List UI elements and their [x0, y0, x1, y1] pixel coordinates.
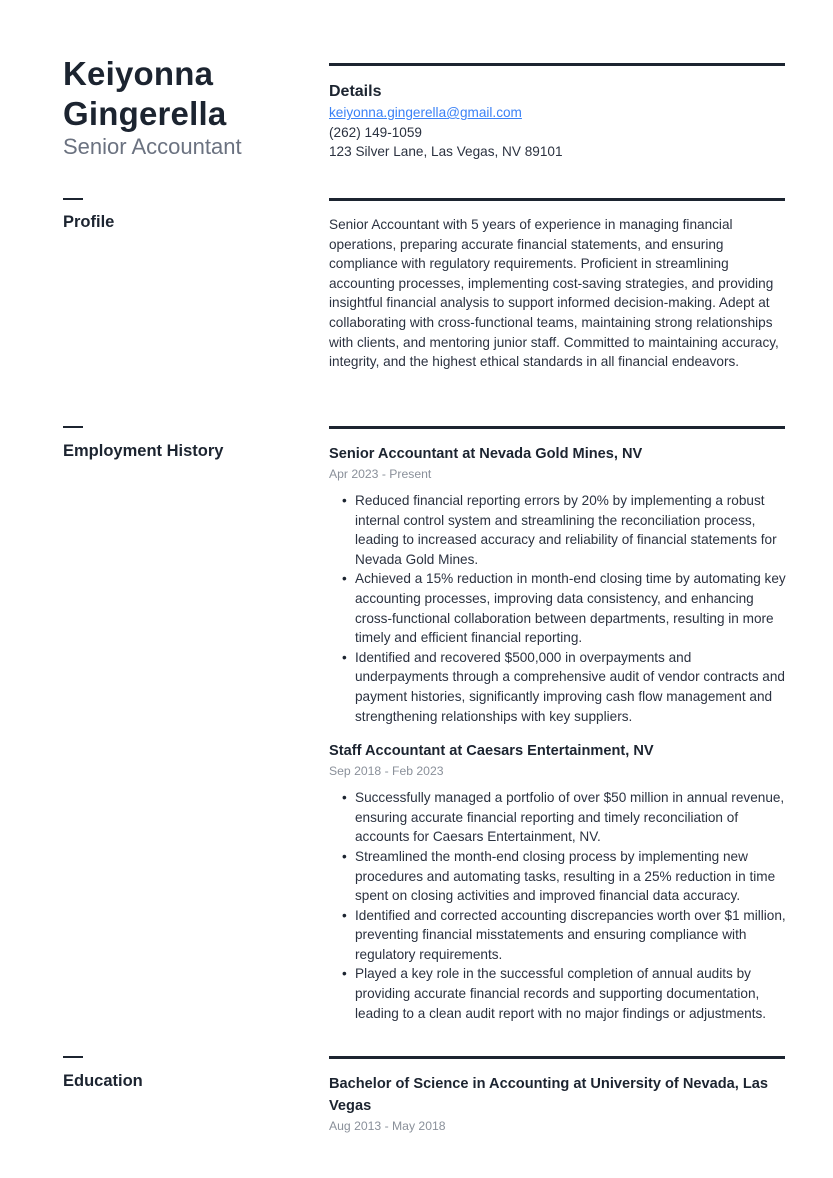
job-dates: Sep 2018 - Feb 2023: [329, 764, 444, 779]
job-entry: [329, 740, 787, 1023]
job-bullets: [329, 788, 787, 1023]
job-title: Senior Accountant at Nevada Gold Mines, NV: [329, 446, 643, 462]
details-heading: Details: [329, 83, 382, 100]
education-list: [329, 1073, 787, 1143]
employment-dash: [63, 426, 83, 428]
education-dash: [63, 1056, 83, 1058]
phone-number: (262) 149-1059: [329, 124, 422, 140]
job-bullet: • Identified and corrected accounting discrepancies worth over $1 million, preventing financial misstatements and ensuring compliance with regulatory requirements.: [355, 906, 787, 965]
education-dates: Aug 2013 - May 2018: [329, 1119, 446, 1133]
profile-heading: Profile: [63, 213, 115, 231]
job-title: Staff Accountant at Caesars Entertainment, NV: [329, 743, 654, 760]
employment-list: [329, 443, 787, 1037]
email-link[interactable]: keiyonna.gingerella@gmail.com: [329, 105, 522, 120]
profile-text: Senior Accountant with 5 years of experience in managing financial operations, preparing accurate financial statements, and ensuring compliance with regulatory requirements. Proficient in streamlining accounting processes, implementing cost-saving strategies, and providing insightful financial analysis to support informed decision-making. Adept at collaborating with cross-functional teams, maintaining strong relationships with clients, and mentoring junior staff. Committed to maintaining accuracy, integrity, and the highest ethical standards in all financial endeavors.: [329, 217, 779, 370]
job-bullet: • Successfully managed a portfolio of over $50 million in annual revenue, ensuring accurate financial reporting and timely reconciliation of accounts for Caesars Entertainment, NV.: [355, 788, 787, 847]
profile-rule: [329, 198, 785, 201]
job-dates: Apr 2023 - Present: [329, 467, 432, 481]
profile-dash: [63, 198, 83, 200]
job-bullet: • Identified and recovered $500,000 in overpayments and underpayments through a comprehensive audit of vendor contracts and payment histories, significantly improving cash flow management and strengthening relationships with key suppliers.: [355, 648, 787, 726]
education-rule: [329, 1056, 785, 1059]
address: 123 Silver Lane, Las Vegas, NV 89101: [329, 144, 563, 160]
candidate-name: Keiyonna Gingerella: [63, 55, 227, 132]
employment-rule: [329, 426, 785, 429]
details-rule: [329, 63, 785, 66]
job-bullet: • Reduced financial reporting errors by 20% by implementing a robust internal control system and streamlining the reconciliation process, leading to increased accuracy and reliability of financial statements for Nevada Gold Mines.: [355, 491, 787, 569]
education-heading: Education: [63, 1072, 143, 1090]
candidate-title: Senior Accountant: [63, 134, 242, 159]
job-entry: [329, 443, 787, 726]
education-title: Bachelor of Science in Accounting at University of Nevada, Las Vegas: [329, 1076, 769, 1114]
employment-heading: Employment History: [63, 442, 224, 460]
job-bullet: • Streamlined the month-end closing process by implementing new procedures and automating tasks, resulting in a 25% reduction in time spent on closing activities and improved financial data accuracy.: [355, 847, 787, 906]
details-section: [329, 81, 787, 162]
job-bullet: • Achieved a 15% reduction in month-end closing time by automating key accounting processes, improving data consistency, and enhancing cross-functional collaboration between departments, resulting in more timely and efficient financial reporting.: [355, 569, 787, 647]
job-bullets: [329, 491, 787, 726]
job-bullet: • Played a key role in the successful completion of annual audits by providing accurate financial records and supporting documentation, leading to a clean audit report with no major findings or adjustments.: [355, 964, 787, 1023]
